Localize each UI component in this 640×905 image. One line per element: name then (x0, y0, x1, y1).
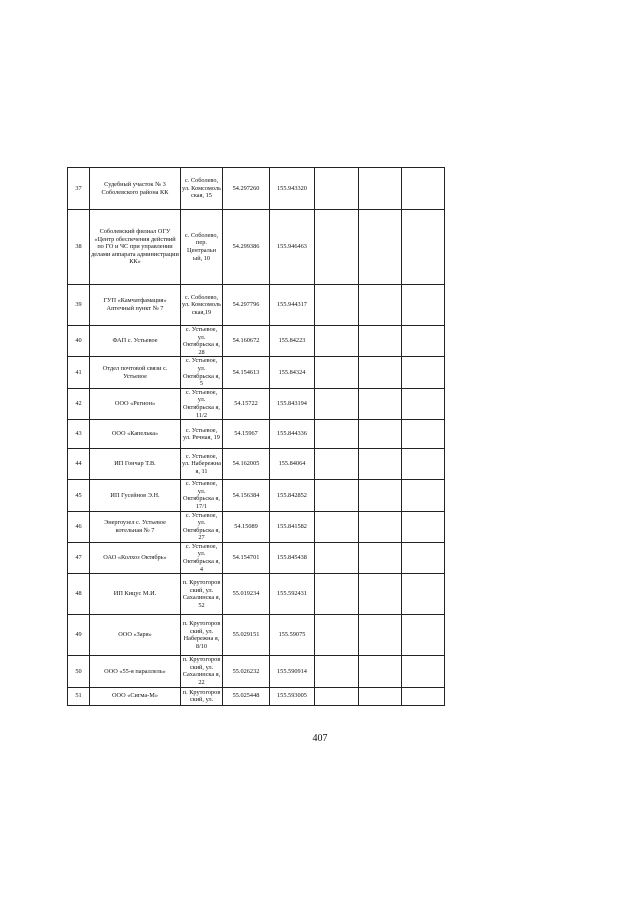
row-number: 41 (68, 357, 90, 388)
longitude-cell: 155.844336 (270, 420, 315, 449)
empty-cell (402, 574, 445, 615)
table-row (68, 574, 445, 615)
latitude-cell: 55.029151 (223, 615, 270, 656)
longitude-cell: 155.946463 (270, 210, 315, 285)
empty-cell (402, 357, 445, 388)
longitude-cell: 155.841582 (270, 511, 315, 542)
latitude-cell: 54.162005 (223, 449, 270, 480)
empty-cell (359, 687, 402, 705)
table-row (68, 210, 445, 285)
organization-name: ОАО «Колхоз Октябрь» (90, 542, 181, 573)
latitude-cell: 55.025448 (223, 687, 270, 705)
organization-name: ИП Кицус М.И. (90, 574, 181, 615)
longitude-cell: 155.943320 (270, 168, 315, 210)
empty-cell (359, 357, 402, 388)
longitude-cell: 155.593005 (270, 687, 315, 705)
row-number: 48 (68, 574, 90, 615)
table-row (68, 420, 445, 449)
empty-cell (315, 542, 359, 573)
organization-name: ООО «Капелька» (90, 420, 181, 449)
row-number: 37 (68, 168, 90, 210)
row-number: 42 (68, 388, 90, 419)
latitude-cell: 54.297796 (223, 285, 270, 326)
page-number: 407 (312, 733, 328, 744)
organization-name: Судебный участок № 3 Соболевского района КК (90, 168, 181, 210)
latitude-cell: 54.15967 (223, 420, 270, 449)
longitude-cell: 155.84064 (270, 449, 315, 480)
longitude-cell: 155.84324 (270, 357, 315, 388)
row-number: 45 (68, 480, 90, 511)
latitude-cell: 54.15089 (223, 511, 270, 542)
empty-cell (315, 210, 359, 285)
longitude-cell: 155.59075 (270, 615, 315, 656)
empty-cell (359, 168, 402, 210)
empty-cell (315, 168, 359, 210)
table-row (68, 615, 445, 656)
address-cell: п. Крутогоров ский, ул. Сахалинска я, 22 (181, 656, 223, 687)
empty-cell (359, 511, 402, 542)
longitude-cell: 155.590914 (270, 656, 315, 687)
latitude-cell: 54.160672 (223, 326, 270, 357)
table-row (68, 656, 445, 687)
address-cell: с. Устьевое, ул. Октябрьска я, 11/2 (181, 388, 223, 419)
longitude-cell: 155.843194 (270, 388, 315, 419)
empty-cell (402, 615, 445, 656)
empty-cell (359, 574, 402, 615)
row-number: 47 (68, 542, 90, 573)
longitude-cell: 155.944317 (270, 285, 315, 326)
row-number: 38 (68, 210, 90, 285)
latitude-cell: 54.299386 (223, 210, 270, 285)
empty-cell (402, 285, 445, 326)
empty-cell (402, 449, 445, 480)
empty-cell (315, 574, 359, 615)
address-cell: с. Соболево, пер. Центральн ый, 10 (181, 210, 223, 285)
empty-cell (315, 687, 359, 705)
row-number: 39 (68, 285, 90, 326)
empty-cell (402, 480, 445, 511)
table-row (68, 480, 445, 511)
address-cell: п. Крутогоров ский, ул. Набережна я, 8/10 (181, 615, 223, 656)
empty-cell (315, 326, 359, 357)
empty-cell (315, 480, 359, 511)
row-number: 44 (68, 449, 90, 480)
organization-name: ИП Гончар Т.В. (90, 449, 181, 480)
empty-cell (359, 542, 402, 573)
row-number: 46 (68, 511, 90, 542)
table-row (68, 511, 445, 542)
table-row (68, 168, 445, 210)
organization-name: ГУП «Камчатфамация» Аптечный пункт № 7 (90, 285, 181, 326)
address-cell: с. Устьевое, ул. Набережна я, 11 (181, 449, 223, 480)
address-cell: с. Устьевое, ул. Октябрьска я, 4 (181, 542, 223, 573)
empty-cell (359, 210, 402, 285)
address-cell: с. Устьевое, ул. Речная, 19 (181, 420, 223, 449)
empty-cell (402, 656, 445, 687)
address-cell: п. Крутогоров ский, ул. (181, 687, 223, 705)
latitude-cell: 54.154613 (223, 357, 270, 388)
empty-cell (359, 326, 402, 357)
empty-cell (315, 388, 359, 419)
row-number: 50 (68, 656, 90, 687)
organization-name: ООО «Сигма-М» (90, 687, 181, 705)
empty-cell (359, 449, 402, 480)
row-number: 49 (68, 615, 90, 656)
empty-cell (402, 511, 445, 542)
objects-table (67, 167, 445, 706)
address-cell: с. Устьевое, ул. Октябрьска я, 27 (181, 511, 223, 542)
address-cell: с. Устьевое, ул. Октябрьска я, 5 (181, 357, 223, 388)
empty-cell (402, 210, 445, 285)
longitude-cell: 155.592431 (270, 574, 315, 615)
empty-cell (359, 285, 402, 326)
table-row (68, 388, 445, 419)
empty-cell (359, 480, 402, 511)
table-row (68, 285, 445, 326)
address-cell: с. Устьевое, ул. Октябрьска я, 17/1 (181, 480, 223, 511)
empty-cell (359, 420, 402, 449)
empty-cell (315, 420, 359, 449)
address-cell: п. Крутогоров ский, ул. Сахалинска я, 52 (181, 574, 223, 615)
empty-cell (402, 542, 445, 573)
row-number: 40 (68, 326, 90, 357)
latitude-cell: 54.154701 (223, 542, 270, 573)
address-cell: с. Соболево, ул. Комсомоль ская, 15 (181, 168, 223, 210)
organization-name: ФАП с. Устьевое (90, 326, 181, 357)
organization-name: Энергоузел с. Устьевое котельная № 7 (90, 511, 181, 542)
empty-cell (315, 357, 359, 388)
empty-cell (402, 687, 445, 705)
empty-cell (359, 615, 402, 656)
address-cell: с. Устьевое, ул. Октябрьска я, 28 (181, 326, 223, 357)
address-cell: с. Соболево, ул. Комсомоль ская,19 (181, 285, 223, 326)
latitude-cell: 54.15722 (223, 388, 270, 419)
latitude-cell: 54.156384 (223, 480, 270, 511)
organization-name: Соболевский филиал ОГУ «Центр обеспечения действий по ГО и ЧС при управлении делами аппарата администрации КК» (90, 210, 181, 285)
table-row (68, 449, 445, 480)
organization-name: ИП Гусейнов Э.Н. (90, 480, 181, 511)
empty-cell (315, 656, 359, 687)
table-row (68, 687, 445, 705)
empty-cell (315, 285, 359, 326)
empty-cell (402, 388, 445, 419)
latitude-cell: 54.297260 (223, 168, 270, 210)
table-row (68, 357, 445, 388)
empty-cell (402, 420, 445, 449)
empty-cell (315, 449, 359, 480)
organization-name: Отдел почтовой связи с. Устьевое (90, 357, 181, 388)
empty-cell (315, 615, 359, 656)
longitude-cell: 155.84223 (270, 326, 315, 357)
empty-cell (402, 168, 445, 210)
longitude-cell: 155.842852 (270, 480, 315, 511)
table-row (68, 542, 445, 573)
longitude-cell: 155.845438 (270, 542, 315, 573)
empty-cell (315, 511, 359, 542)
latitude-cell: 55.026232 (223, 656, 270, 687)
row-number: 51 (68, 687, 90, 705)
empty-cell (359, 656, 402, 687)
organization-name: ООО «Регион» (90, 388, 181, 419)
empty-cell (402, 326, 445, 357)
table-row (68, 326, 445, 357)
row-number: 43 (68, 420, 90, 449)
empty-cell (359, 388, 402, 419)
latitude-cell: 55.019234 (223, 574, 270, 615)
organization-name: ООО «55-я параллель» (90, 656, 181, 687)
organization-name: ООО «Заря» (90, 615, 181, 656)
